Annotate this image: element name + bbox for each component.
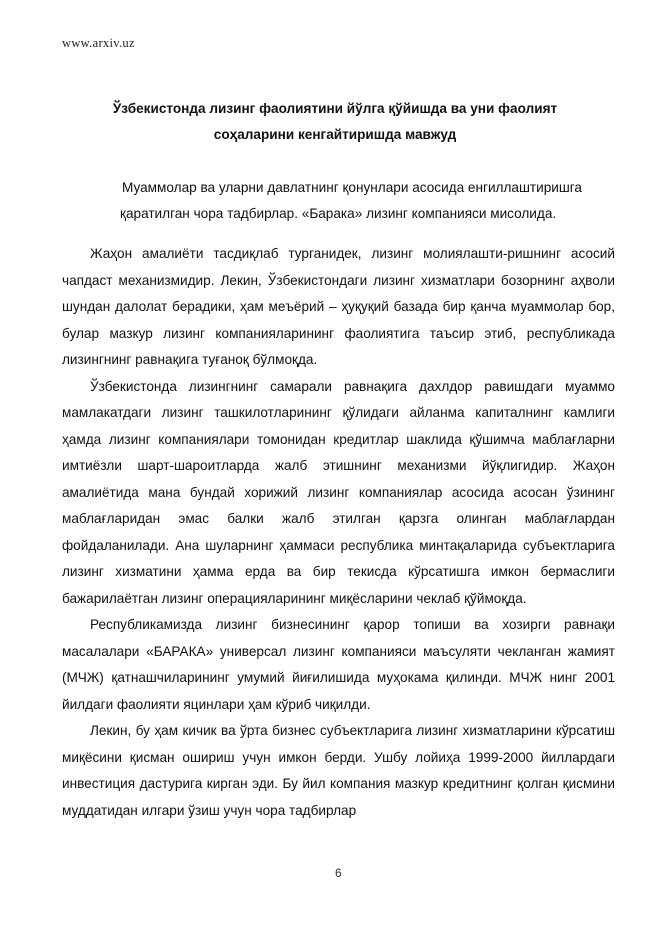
document-subtitle (120, 175, 600, 227)
title-line-1: Ўзбекистонда лизинг фаолиятини йўлга қўйишда ва уни фаолият (112, 101, 558, 116)
paragraph-2: Ўзбекистонда лизингнинг самарали равнақига дахлдор равишдаги муаммо мамлакатдаги лизинг ташкилотларининг қўлидаги айланма капиталнинг камлиги ҳамда лизинг компаниялари томонидан кредитлар шаклида қўшимча маблағларни имтиёзли шарт-шароитларда жалб этишнинг механизми йўқлигидир. Жаҳон амалиётида мана бундай хорижий лизинг компаниялар асосида асосан ўзининг маблағларидан эмас балки жалб этилган қарзга олинган маблағлардан фойдаланилади. Ана шуларнинг ҳаммаси республика минтақаларида субъектларига лизинг хизматини ҳамма ерда ва бир текисда кўрсатишга имкон бермаслиги бажарилаётган лизинг операцияларининг миқёсларини чеклаб қўймоқда. (62, 378, 615, 606)
document-body (62, 241, 615, 824)
site-watermark: www.arxiv.uz (62, 36, 135, 50)
title-line-2: соҳаларини кенгайтиришда мавжуд (213, 127, 457, 142)
subtitle-line-1: Муаммолар ва уларни давлатнинг қонунлари асосида енгиллаштиришга (122, 180, 582, 195)
paragraph-1: Жаҳон амалиёти тасдиқлаб турганидек, лизинг молиялашти-ришнинг асосий чапдаст механизмидир. Лекин, Ўзбекистондаги лизинг хизматлари бозорнинг аҳволи шундан далолат берадики, ҳам меъёрий – ҳуқуқий базада бир қанча муаммолар бор, булар мазкур лизинг компанияларининг фаолиятига таъсир этиб, республикада лизингнинг равнақига туғаноқ бўлмоқда. (62, 246, 615, 367)
page-number: 6 (335, 866, 342, 880)
document-title (100, 96, 570, 148)
paragraph-4: Лекин, бу ҳам кичик ва ўрта бизнес субъектларига лизинг хизматларини кўрсатиш миқёсини қисман ошириш учун имкон берди. Ушбу лойиҳа 1999-2000 йиллардаги инвестиция дастурига кирган эди. Бу йил компания мазкур кредитнинг қолган қисмини муддатидан илгари ўзиш учун чора тадбирлар (62, 723, 615, 818)
subtitle-line-2: қаратилган чора тадбирлар. «Барака» лизинг компанияси мисолида. (120, 206, 557, 221)
paragraph-3: Республикамизда лизинг бизнесининг қарор топиши ва хозирги равнақи масалалари «БАРАКА» универсал лизинг компанияси маъсуляти чекланган жамият (МЧЖ) қатнашчиларининг умумий йиғилишида муҳокама қилинди. МЧЖ нинг 2001 йилдаги фаолияти яцинлари ҳам кўриб чиқилди. (62, 617, 615, 712)
